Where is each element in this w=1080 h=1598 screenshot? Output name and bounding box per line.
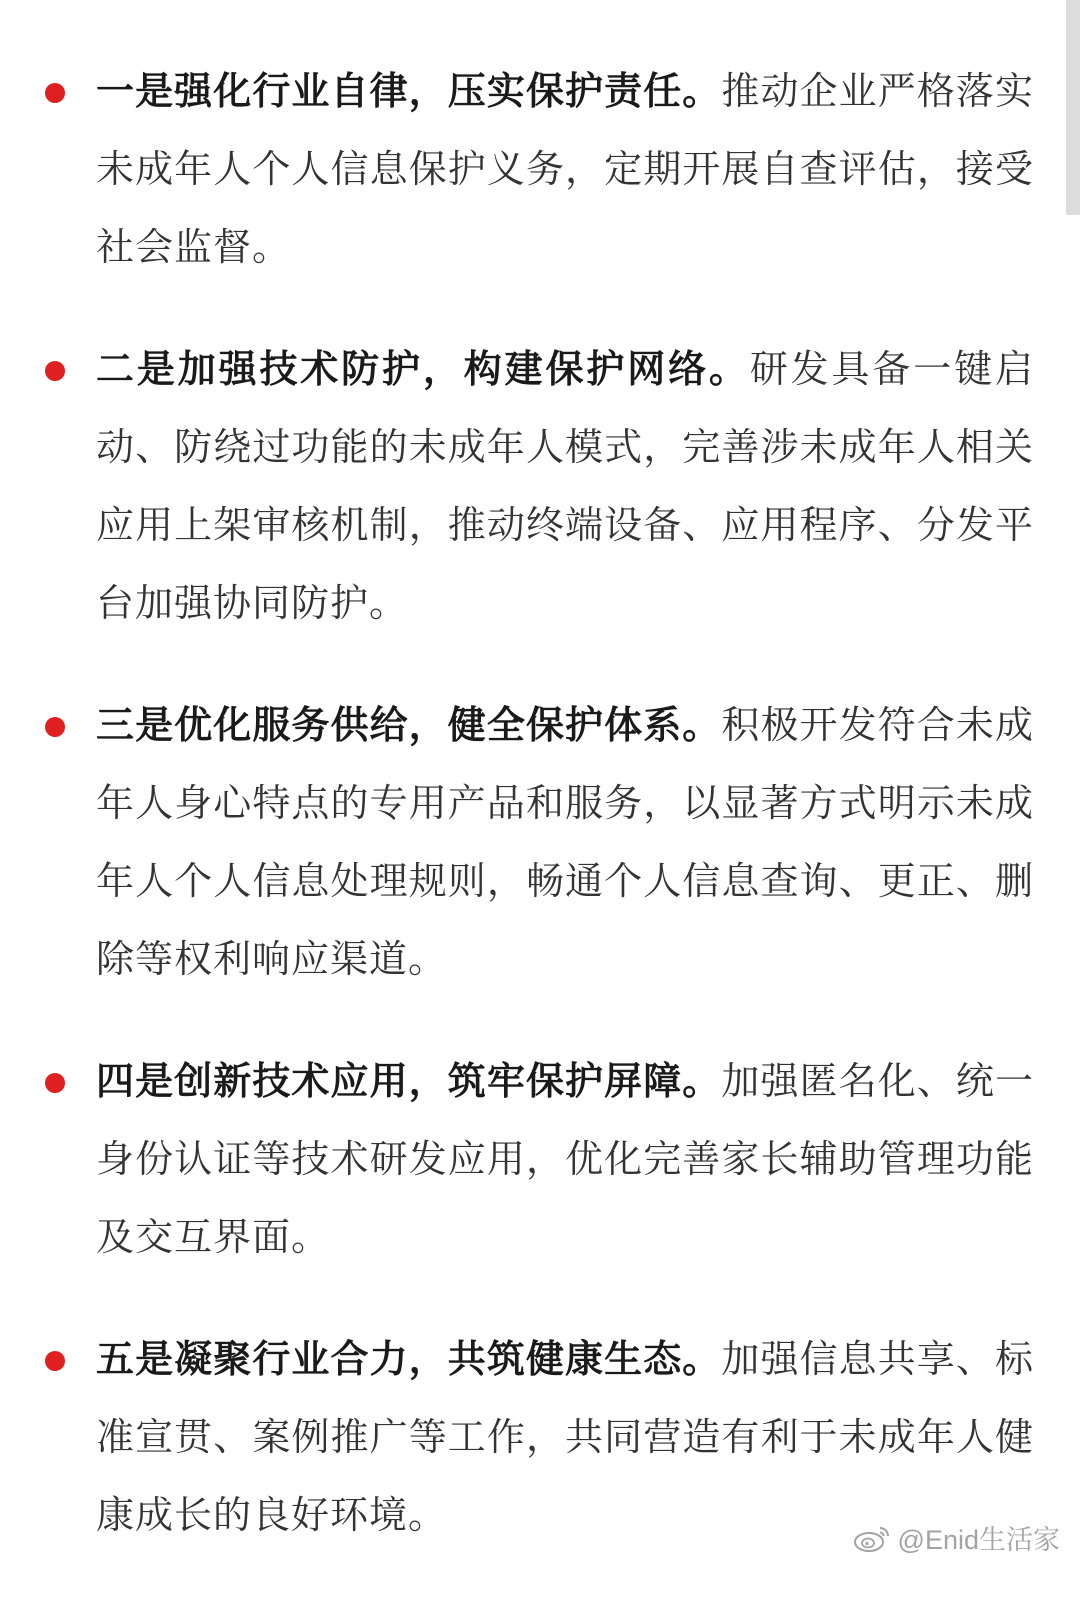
paragraph (96, 1042, 1034, 1276)
item-lead: 五是凝聚行业合力，共筑健康生态。 (96, 1337, 722, 1381)
list-item (0, 1042, 1080, 1276)
weibo-icon (852, 1522, 892, 1554)
item-body: 加强信息共享、标准宣贯、案例推广等工作，共同营造有利于未成年人健康成长的良好环境。 (96, 1337, 1034, 1537)
item-lead: 一是强化行业自律，压实保护责任。 (96, 69, 722, 113)
watermark (852, 1518, 1060, 1557)
bullet-dot (45, 83, 65, 103)
item-lead: 二是加强技术防护，构建保护网络。 (96, 347, 750, 391)
bullet-dot (45, 717, 65, 737)
item-body: 加强匿名化、统一身份认证等技术研发应用，优化完善家长辅助管理功能及交互界面。 (96, 1059, 1034, 1259)
item-body: 推动企业严格落实未成年人个人信息保护义务，定期开展自查评估，接受社会监督。 (96, 69, 1034, 269)
item-lead: 四是创新技术应用，筑牢保护屏障。 (96, 1059, 722, 1103)
item-body: 研发具备一键启动、防绕过功能的未成年人模式，完善涉未成年人相关应用上架审核机制，推动终端设备、应用程序、分发平台加强协同防护。 (96, 347, 1034, 625)
list-item (0, 686, 1080, 998)
watermark-text: @Enid生活家 (897, 1525, 1060, 1555)
item-lead: 三是优化服务供给，健全保护体系。 (96, 703, 722, 747)
bullet-dot (45, 361, 65, 381)
paragraph (96, 52, 1034, 286)
article-body (0, 52, 1080, 1598)
list-item (0, 330, 1080, 642)
bullet-dot (45, 1073, 65, 1093)
paragraph (96, 330, 1034, 642)
list-item (0, 52, 1080, 286)
item-body: 积极开发符合未成年人身心特点的专用产品和服务，以显著方式明示未成年人个人信息处理规则，畅通个人信息查询、更正、删除等权利响应渠道。 (96, 703, 1034, 981)
paragraph (96, 686, 1034, 998)
bullet-dot (45, 1351, 65, 1371)
